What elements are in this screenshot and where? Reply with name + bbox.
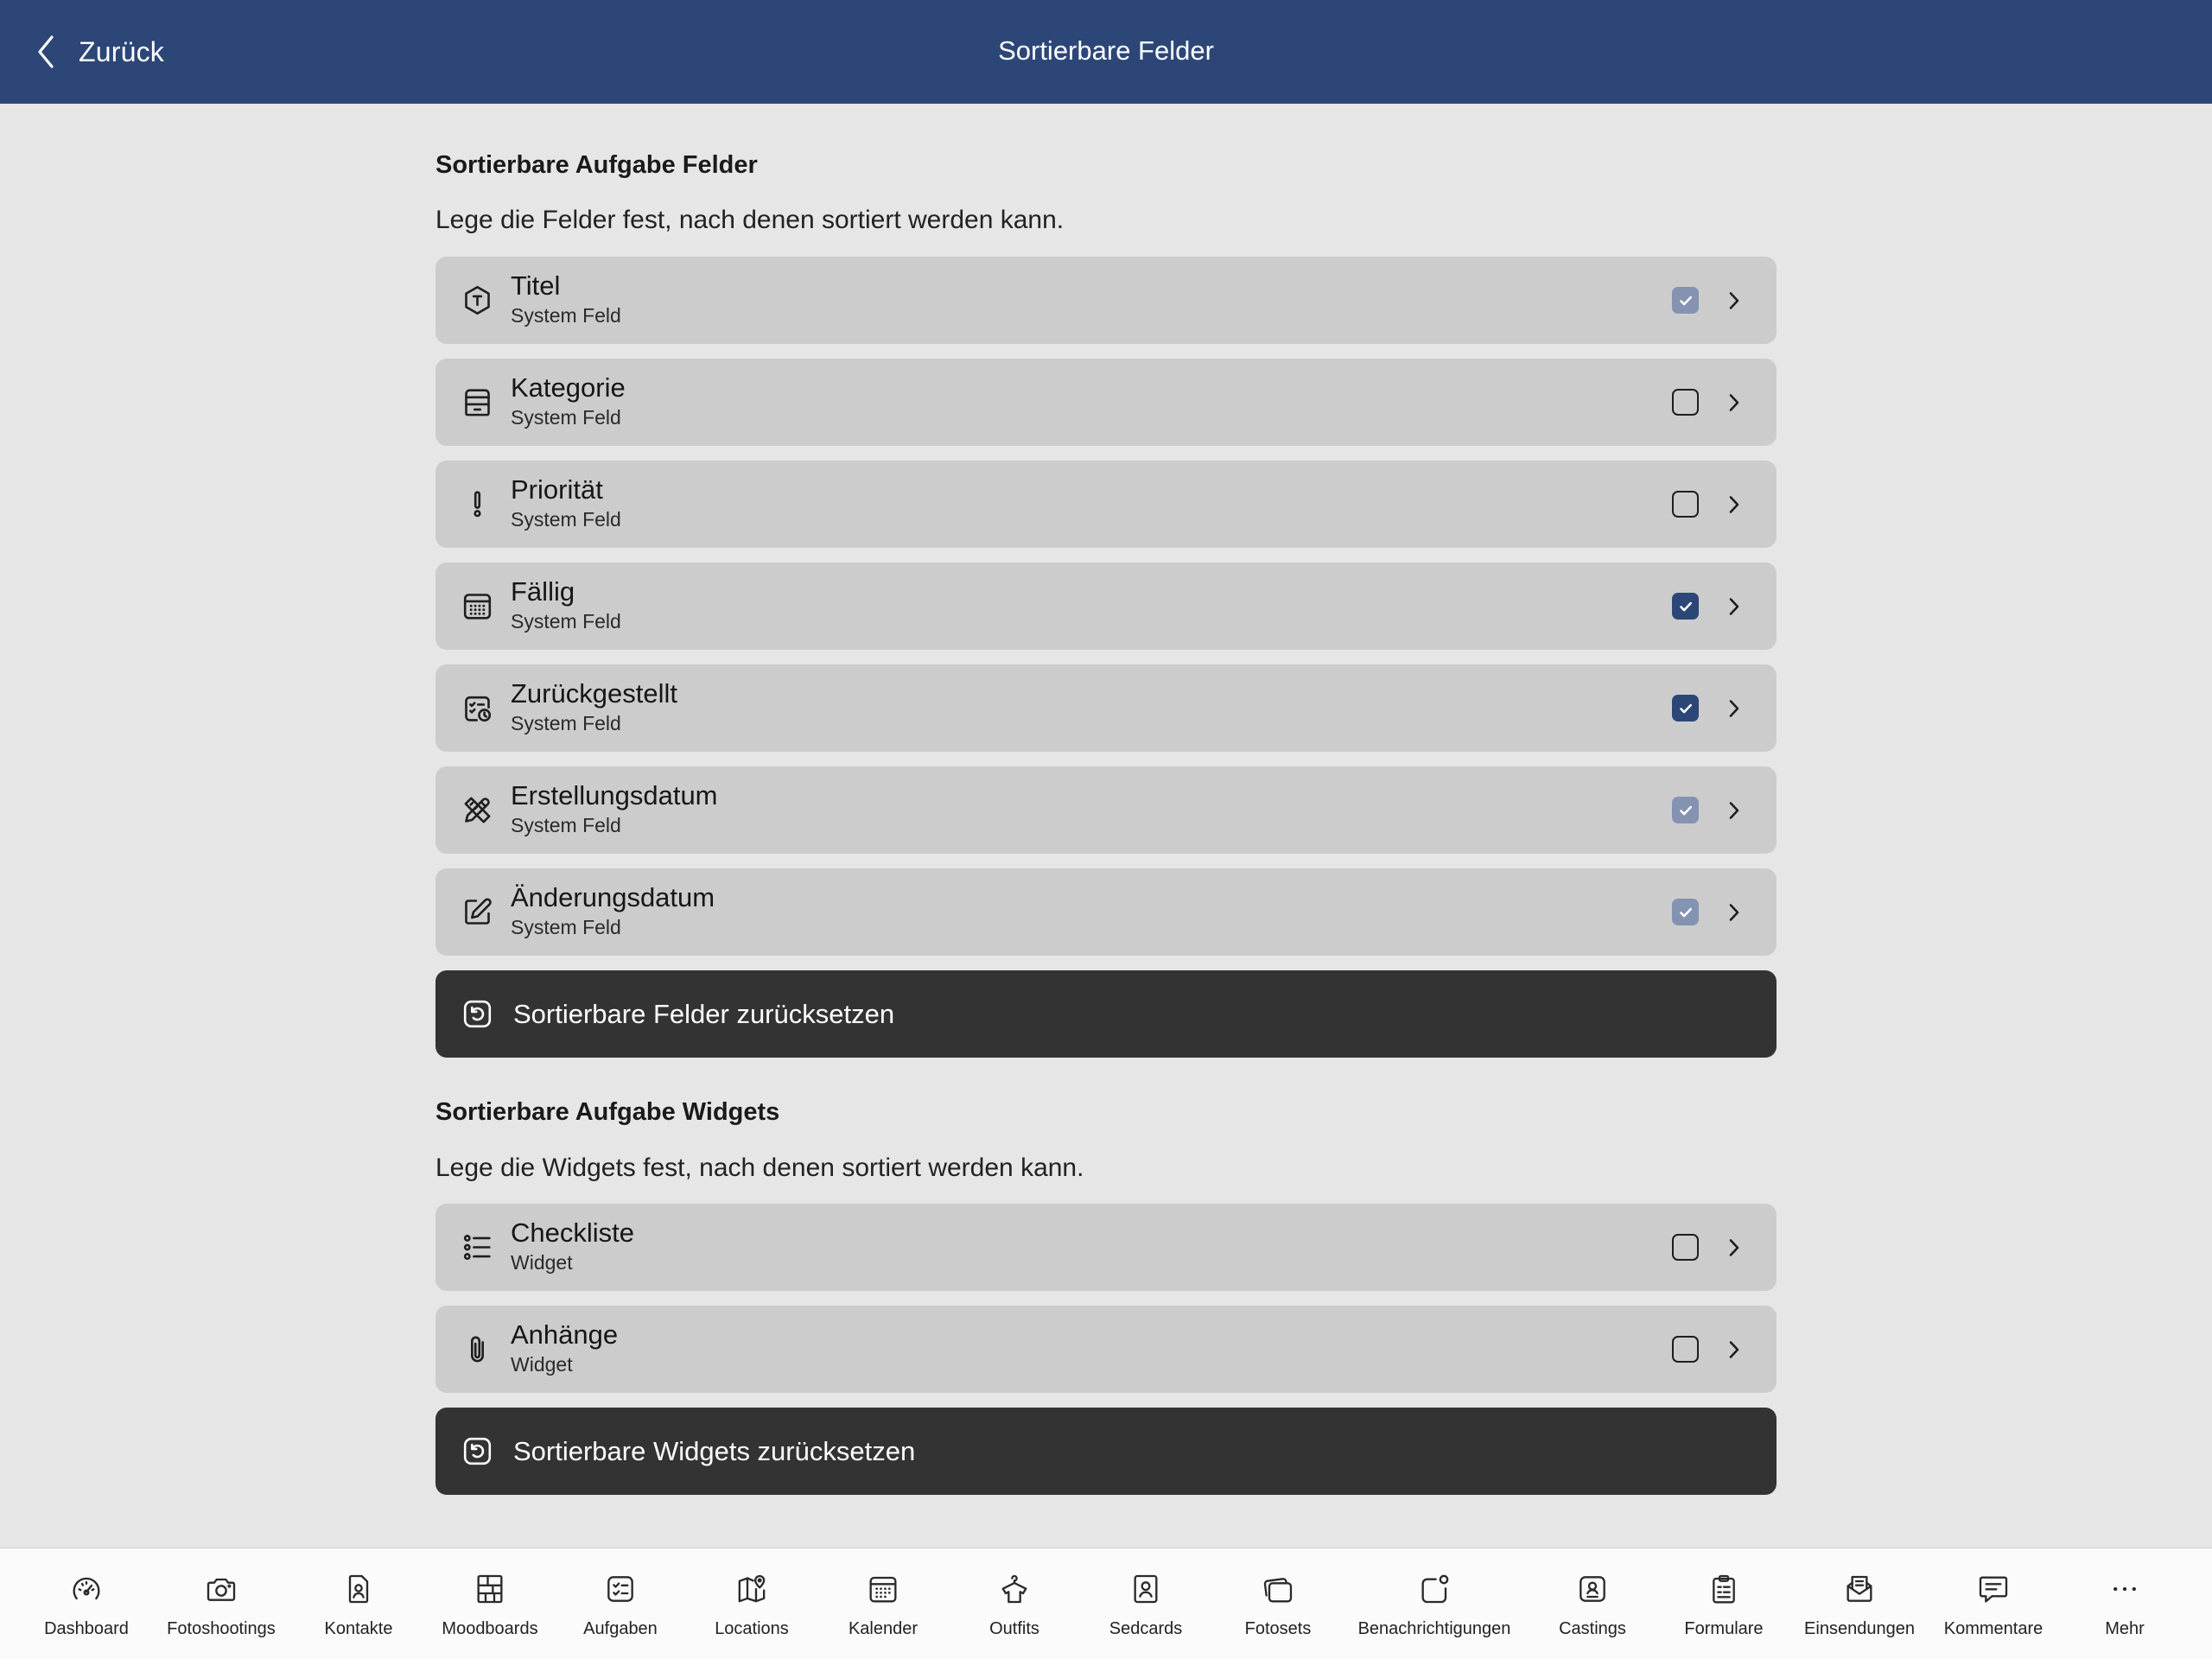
chevron-right-icon [1727, 902, 1741, 923]
camera-icon [204, 1572, 238, 1606]
row-subtitle: System Feld [511, 712, 621, 734]
row-text [511, 868, 715, 939]
tab-locations[interactable] [687, 1548, 817, 1659]
reset-icon [461, 997, 494, 1031]
field-row-aenderungsdatum[interactable] [435, 868, 1777, 956]
task-checklist-icon [603, 1572, 638, 1606]
contact-card-icon [341, 1572, 376, 1606]
navigation-header [0, 0, 2212, 104]
tab-label: Mehr [2105, 1619, 2145, 1638]
tab-label: Kontakte [324, 1619, 393, 1638]
field-row-faellig[interactable] [435, 563, 1777, 650]
chevron-right-icon [1727, 698, 1741, 719]
settings-content [435, 104, 1777, 1495]
reset-fields-label: Sortierbare Felder zurücksetzen [513, 998, 895, 1029]
field-row-titel[interactable] [435, 257, 1777, 344]
row-title: Änderungsdatum [511, 882, 715, 912]
tab-label: Formulare [1684, 1619, 1764, 1638]
row-title: Fällig [511, 576, 575, 607]
chevron-right-icon [1727, 494, 1741, 515]
widget-row-anhaenge[interactable] [435, 1306, 1777, 1393]
sort-checkbox[interactable] [1672, 899, 1699, 925]
field-row-prioritaet[interactable] [435, 461, 1777, 548]
moodboard-grid-icon [473, 1572, 507, 1606]
category-tray-icon [461, 385, 494, 419]
calendar-clock-icon [461, 691, 494, 725]
tab-label: Kommentare [1943, 1619, 2044, 1638]
sort-checkbox[interactable] [1672, 1234, 1699, 1261]
tab-kontakte[interactable] [294, 1548, 423, 1659]
row-title: Zurückgestellt [511, 678, 677, 709]
page-title: Sortierbare Felder [998, 35, 1214, 66]
tab-label: Sedcards [1109, 1619, 1183, 1638]
sort-checkbox[interactable] [1672, 593, 1699, 620]
title-hexagon-icon [461, 283, 494, 317]
sortable-fields-list [435, 257, 1777, 1058]
sort-checkbox[interactable] [1672, 695, 1699, 721]
tab-moodboards[interactable] [425, 1548, 555, 1659]
tab-mehr[interactable] [2060, 1548, 2190, 1659]
widget-row-checkliste[interactable] [435, 1204, 1777, 1291]
shirt-hanger-icon [997, 1572, 1032, 1606]
row-text [511, 1204, 634, 1274]
tab-einsendungen[interactable] [1795, 1548, 1924, 1659]
row-subtitle: System Feld [511, 304, 621, 327]
sortable-widgets-list [435, 1204, 1777, 1495]
casting-person-icon [1575, 1572, 1610, 1606]
tab-kalender[interactable] [818, 1548, 948, 1659]
checklist-icon [461, 1230, 494, 1264]
row-text [511, 257, 621, 327]
reset-fields-button[interactable] [435, 970, 1777, 1058]
row-text [511, 766, 718, 837]
paperclip-icon [461, 1332, 494, 1366]
tab-label: Castings [1559, 1619, 1626, 1638]
row-text [511, 563, 621, 633]
section-description: Lege die Widgets fest, nach denen sortiert werden kann. [435, 1154, 1084, 1182]
tab-label: Outfits [989, 1619, 1039, 1638]
row-title: Kategorie [511, 372, 626, 403]
priority-exclamation-icon [461, 487, 494, 521]
notification-icon [1417, 1572, 1452, 1606]
tab-label: Locations [715, 1619, 789, 1638]
row-text [511, 359, 626, 429]
row-title: Anhänge [511, 1319, 619, 1350]
row-subtitle: System Feld [511, 916, 621, 938]
section-heading: Sortierbare Aufgabe Felder [435, 151, 758, 179]
tab-outfits[interactable] [950, 1548, 1079, 1659]
chevron-right-icon [1727, 1237, 1741, 1258]
tab-fotoshootings[interactable] [156, 1548, 286, 1659]
tab-label: Moodboards [442, 1619, 538, 1638]
calendar-icon [461, 589, 494, 623]
chevron-right-icon [1727, 290, 1741, 311]
row-subtitle: System Feld [511, 406, 621, 429]
tab-formulare[interactable] [1659, 1548, 1789, 1659]
row-subtitle: Widget [511, 1353, 573, 1376]
tab-label: Benachrichtigungen [1357, 1619, 1511, 1638]
photo-stack-icon [1261, 1572, 1295, 1606]
sort-checkbox[interactable] [1672, 1336, 1699, 1363]
tab-label: Fotosets [1244, 1619, 1312, 1638]
reset-icon [461, 1434, 494, 1468]
field-row-kategorie[interactable] [435, 359, 1777, 446]
reset-widgets-button[interactable] [435, 1408, 1777, 1495]
map-pin-icon [734, 1572, 769, 1606]
section-description: Lege die Felder fest, nach denen sortiert werden kann. [435, 206, 1065, 234]
chevron-right-icon [1727, 800, 1741, 821]
chevron-right-icon [1727, 392, 1741, 413]
chevron-right-icon [1727, 596, 1741, 617]
tab-label: Kalender [848, 1619, 918, 1638]
row-title: Erstellungsdatum [511, 780, 718, 810]
field-row-erstellungsdatum[interactable] [435, 766, 1777, 854]
row-subtitle: System Feld [511, 814, 621, 836]
more-dots-icon [2107, 1572, 2142, 1606]
tab-castings[interactable] [1528, 1548, 1657, 1659]
comment-bubble-icon [1976, 1572, 2011, 1606]
row-subtitle: Widget [511, 1251, 573, 1274]
edit-icon [461, 895, 494, 929]
tab-label: Aufgaben [583, 1619, 658, 1638]
section-heading: Sortierbare Aufgabe Widgets [435, 1098, 780, 1126]
row-title: Checkliste [511, 1217, 634, 1248]
tab-label: Fotoshootings [167, 1619, 276, 1638]
row-title: Titel [511, 270, 561, 301]
sedcard-person-icon [1128, 1572, 1163, 1606]
field-row-zurueckgestellt[interactable] [435, 664, 1777, 752]
back-label: Zurück [79, 35, 164, 67]
calendar-icon [866, 1572, 900, 1606]
row-text [511, 461, 621, 531]
reset-widgets-label: Sortierbare Widgets zurücksetzen [513, 1435, 916, 1466]
tab-label: Einsendungen [1804, 1619, 1915, 1638]
tab-kommentare[interactable] [1929, 1548, 2058, 1659]
pencil-ruler-icon [461, 793, 494, 827]
row-subtitle: System Feld [511, 610, 621, 632]
sort-checkbox[interactable] [1672, 287, 1699, 314]
tab-benachrichtigungen[interactable] [1339, 1548, 1529, 1659]
tab-sedcards[interactable] [1081, 1548, 1211, 1659]
bottom-tab-bar [0, 1548, 2212, 1659]
tab-aufgaben[interactable] [556, 1548, 685, 1659]
sort-checkbox[interactable] [1672, 389, 1699, 416]
row-subtitle: System Feld [511, 508, 621, 531]
row-text [511, 1306, 618, 1376]
row-title: Priorität [511, 474, 603, 505]
tab-fotosets[interactable] [1213, 1548, 1343, 1659]
sort-checkbox[interactable] [1672, 491, 1699, 518]
tab-dashboard[interactable] [22, 1548, 151, 1659]
clipboard-form-icon [1707, 1572, 1741, 1606]
row-text [511, 664, 677, 735]
tab-label: Dashboard [44, 1619, 129, 1638]
dashboard-gauge-icon [69, 1572, 104, 1606]
envelope-letter-icon [1842, 1572, 1877, 1606]
chevron-right-icon [1727, 1339, 1741, 1360]
sort-checkbox[interactable] [1672, 797, 1699, 823]
